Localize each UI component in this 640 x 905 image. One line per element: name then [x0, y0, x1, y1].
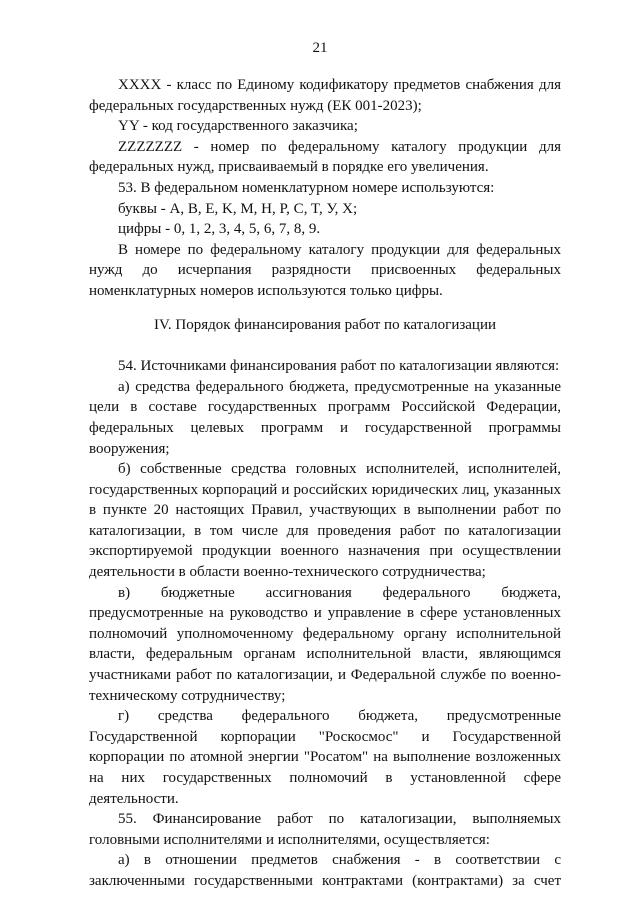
section-heading: IV. Порядок финансирования работ по каталогизации	[153, 316, 497, 333]
page-number: 21	[312, 40, 328, 56]
paragraph-digits: цифры - 0, 1, 2, 3, 4, 5, 6, 7, 8, 9.	[118, 221, 321, 238]
paragraph-54-b: б) собственные средства головных исполнителей, исполнителей, государственных корпораций и российских юридических лиц, указанных в пункте 20 настоящих Правил, участвующих в выполнении работ по каталогизации, в том числе для проведения работ по каталогизации экспортируемой продукции военного назначения при осуществлении деятельности в области военно-технического сотрудничества;	[89, 461, 561, 581]
paragraph-class-code: XXXX - класс по Единому кодификатору предметов снабжения для федеральных государственных нужд (ЕК 001-2023);	[89, 77, 561, 114]
paragraph-54-v: в) бюджетные ассигнования федерального бюджета, предусмотренные на руководство и управление в сфере установленных полномочий уполномоченному федеральному органу исполнительной власти, федеральным органам исполнительной власти, являющимся участниками работ по каталогизации, и Федеральной службе по военно-техническому сотрудничеству;	[89, 584, 561, 704]
paragraph-customer-code: YY - код государственного заказчика;	[118, 118, 358, 135]
paragraph-54: 54. Источниками финансирования работ по каталогизации являются:	[118, 358, 560, 375]
paragraph-55: 55. Финансирование работ по каталогизации, выполняемых головными исполнителями и исполнителями, осуществляется:	[89, 811, 561, 848]
paragraph-54-g: г) средства федерального бюджета, предусмотренные Государственной корпорации "Роскосмос" и Государственной корпорации по атомной энергии "Росатом" на выполнение возложенных на них государственных полномочий в установленной сфере деятельности.	[89, 708, 561, 807]
paragraph-54-a: а) средства федерального бюджета, предусмотренные на указанные цели в составе государственных программ Российской Федерации, федеральных целевых программ и государственной программы вооружения;	[89, 378, 561, 457]
paragraph-letters: буквы - A, B, E, K, M, H, P, C, T, У, X;	[118, 200, 358, 217]
paragraph-55-a: а) в отношении предметов снабжения - в соответствии с заключенными государственными контрактами (контрактами) за счет	[89, 852, 561, 889]
paragraph-53: 53. В федеральном номенклатурном номере используются:	[118, 179, 495, 196]
paragraph-digits-only: В номере по федеральному каталогу продукции для федеральных нужд до исчерпания разрядности присвоенных федеральных номенклатурных номеров используются только цифры.	[89, 241, 561, 299]
document-body	[89, 75, 561, 892]
paragraph-catalog-number: ZZZZZZZ - номер по федеральному каталогу продукции для федеральных нужд, присваиваемый в порядке его увеличения.	[89, 138, 561, 176]
